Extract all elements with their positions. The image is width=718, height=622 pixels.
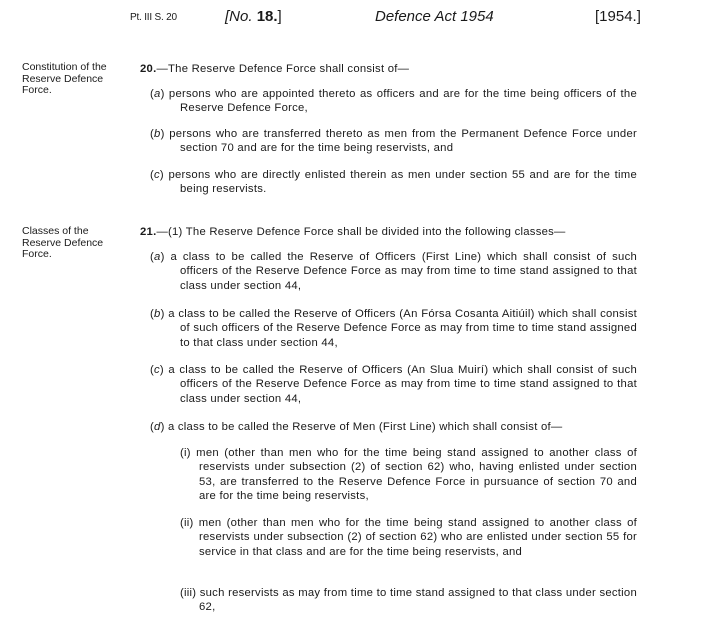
paragraph-text: persons who are appointed thereto as officers and are for the time being officers of the Reserve Defence Force, [164,88,637,115]
paragraph: (b) a class to be called the Reserve of Officers (An Fórsa Cosanta Aitiúil) which shall consist of such officers of the Reserve Defence Force as may from time to time stand assigned to that class under section 44, [150,308,637,349]
section-number: 20. [140,63,157,75]
act-number-prefix: [No. [225,8,257,25]
paragraph-label: c [154,169,160,181]
act-year: [1954.] [595,8,641,25]
section-lead-text: —The Reserve Defence Force shall consist of— [156,63,410,75]
paragraph: (c) a class to be called the Reserve of Officers (An Slua Muirí) which shall consist of such officers of the Reserve Defence Force as may from time to time stand assigned to that class under section 44, [150,364,637,405]
paragraph-text: persons who are transferred thereto as men from the Permanent Defence Force under section 70 and are for the time being reservists, and [164,128,637,155]
paragraph-text: a class to be called the Reserve of Officers (An Slua Muirí) which shall consist of such officers of the Reserve Defence Force as may from time to time stand assigned to that class under section 44, [163,364,637,405]
paragraph: (b) persons who are transferred thereto as men from the Permanent Defence Force under section 70 and are for the time being reservists, and [150,128,637,155]
paragraph-label: b [154,128,161,140]
paragraph-text: a class to be called the Reserve of Officers (An Fórsa Cosanta Aitiúil) which shall consist of such officers of the Reserve Defence Force as may from time to time stand assigned to that class under section 44, [164,308,637,349]
paragraph-text: a class to be called the Reserve of Officers (First Line) which shall consist of such officers of the Reserve Defence Force as may from time to time stand assigned to that class under section 44, [164,251,637,292]
act-number-suffix: ] [277,8,282,25]
paragraph: (d) a class to be called the Reserve of Men (First Line) which shall consist of— [150,421,563,433]
paragraph: (a) persons who are appointed thereto as officers and are for the time being officers of the Reserve Defence Force, [150,88,637,115]
sidenote: Classes of the Reserve Defence Force. [22,225,104,260]
paragraph-label: c [154,364,160,376]
paragraph-text: a class to be called the Reserve of Men (First Line) which shall consist of— [164,421,563,433]
paragraph-label: a [154,88,161,100]
sidenote: Constitution of the Reserve Defence Force. [22,61,107,96]
paragraph-label: b [154,308,161,320]
paragraph: (a) a class to be called the Reserve of Officers (First Line) which shall consist of such officers of the Reserve Defence Force as may from time to time stand assigned to that class under section 44, [150,251,637,292]
section-lead [140,225,637,239]
act-number-value: 18. [256,8,278,25]
paragraph-text: persons who are directly enlisted therein as men under section 55 and are for the time being reservists. [163,169,637,196]
section-lead [140,62,637,76]
paragraph-label: a [154,251,161,263]
paragraph: (c) persons who are directly enlisted therein as men under section 55 and are for the time being reservists. [150,169,637,196]
act-title: Defence Act 1954 [375,8,494,25]
part-section-ref: Pt. III S. 20 [130,12,177,23]
subparagraph: (iii) such reservists as may from time to time stand assigned to that class under section 62, [180,587,637,614]
subparagraph: (ii) men (other than men who for the time being stand assigned to another class of reservists under subsection (2) of section 62) who are enlisted under section 55 for service in that class and are for the time being reservists, and [180,517,637,558]
section-lead-text: —(1) The Reserve Defence Force shall be divided into the following classes— [156,226,566,238]
paragraph-label: d [154,421,161,433]
section-number: 21. [140,226,157,238]
act-number [225,8,282,25]
subparagraph: (i) men (other than men who for the time being stand assigned to another class of reservists under subsection (2) of section 62) who, having enlisted under section 53, are transferred to the Reserve Defence Force in pursuance of section 70 and are for the time being reservists, [180,447,637,502]
